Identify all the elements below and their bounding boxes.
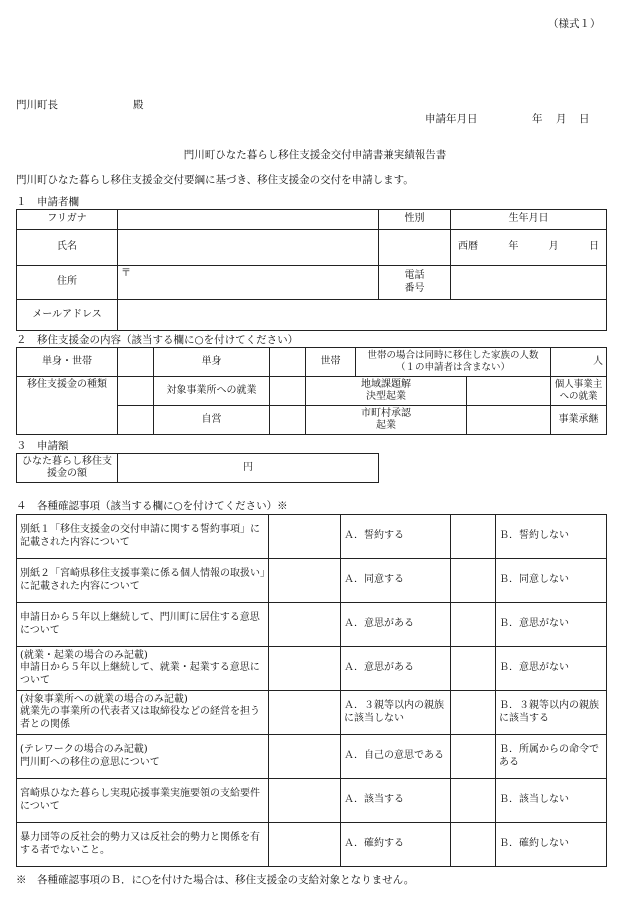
- email-label: メールアドレス: [17, 300, 118, 331]
- option-b-check[interactable]: [451, 559, 496, 603]
- option-b-check[interactable]: [451, 735, 496, 779]
- support-type-table: [16, 347, 607, 435]
- postal-mark: 〒: [121, 268, 131, 279]
- option-a-check[interactable]: [269, 823, 341, 867]
- option-a-check[interactable]: [269, 647, 341, 691]
- option-b-check[interactable]: [451, 603, 496, 647]
- single-household-label: 単身・世帯: [17, 348, 118, 377]
- sole-prop-label: 個人事業主への就業: [551, 377, 607, 406]
- confirmation-item: 宮崎県ひなた暮らし実現応援事業実施要領の支給要件について: [17, 779, 269, 823]
- option-b-label: Ｂ．意思がない: [496, 603, 607, 647]
- form-number: （様式１）: [548, 18, 601, 30]
- confirmation-table: [16, 514, 607, 867]
- date-year: 年: [532, 113, 543, 125]
- option-b-label: Ｂ．３親等以内の親族に該当する: [496, 691, 607, 735]
- employment-check[interactable]: [118, 377, 154, 406]
- household-check[interactable]: [270, 348, 306, 377]
- single-check[interactable]: [118, 348, 154, 377]
- option-a-check[interactable]: [269, 779, 341, 823]
- email-field[interactable]: [118, 300, 607, 331]
- confirmation-row: [17, 515, 607, 559]
- option-a-check[interactable]: [269, 559, 341, 603]
- name-field[interactable]: [118, 230, 379, 266]
- support-type-label: 移住支援金の種類: [17, 377, 118, 435]
- furigana-label: フリガナ: [17, 210, 118, 230]
- person-unit: 人: [593, 355, 604, 367]
- regional-label-text: 地域課題解決型起業: [361, 378, 411, 402]
- gender-field[interactable]: [379, 230, 451, 266]
- confirmation-item: 申請日から５年以上継続して、門川町に居住する意思について: [17, 603, 269, 647]
- regional-check[interactable]: [270, 377, 306, 406]
- family-count-field[interactable]: [551, 348, 607, 377]
- option-b-label: Ｂ．該当しない: [496, 779, 607, 823]
- confirmation-row: [17, 603, 607, 647]
- option-b-label: Ｂ．意思がない: [496, 647, 607, 691]
- phone-field[interactable]: [451, 266, 607, 300]
- amount-table: [16, 453, 379, 483]
- single-label: 単身: [154, 348, 270, 377]
- option-a-label: Ａ．同意する: [341, 559, 451, 603]
- employment-label: 対象事業所への就業: [154, 377, 270, 406]
- applicant-table: [16, 209, 607, 331]
- addressee-honorific: 殿: [133, 99, 144, 111]
- option-a-label: Ａ．意思がある: [341, 603, 451, 647]
- dob-era: 西暦: [458, 241, 478, 253]
- date-month: 月: [556, 113, 567, 125]
- amount-unit: 円: [243, 461, 253, 473]
- furigana-field[interactable]: [118, 210, 379, 230]
- amount-field[interactable]: [118, 454, 379, 483]
- dob-label: 生年月日: [451, 210, 607, 230]
- succession-check[interactable]: [467, 406, 551, 435]
- municipal-check[interactable]: [270, 406, 306, 435]
- option-b-check[interactable]: [451, 779, 496, 823]
- dob-day: 日: [588, 241, 599, 253]
- option-a-check[interactable]: [269, 735, 341, 779]
- phone-label-text: 電話番号: [404, 270, 425, 294]
- option-a-label: Ａ．該当する: [341, 779, 451, 823]
- option-b-check[interactable]: [451, 647, 496, 691]
- document-title: 門川町ひなた暮らし移住支援金交付申請書兼実績報告書: [183, 149, 447, 161]
- household-label: 世帯: [306, 348, 356, 377]
- addressee-mayor: 門川町長: [16, 99, 58, 111]
- phone-label: [379, 266, 451, 300]
- dob-month: 月: [548, 241, 559, 253]
- footnote: ※ 各種確認事項のＢ．に○を付けた場合は、移住支援金の支給対象となりません。: [16, 874, 415, 886]
- name-label: 氏名: [17, 230, 118, 266]
- option-b-check[interactable]: [451, 515, 496, 559]
- address-label: 住所: [17, 266, 118, 300]
- regional-label: [306, 377, 467, 406]
- amount-label: ひなた暮らし移住支援金の額: [17, 454, 118, 483]
- option-a-label: Ａ．３親等以内の親族に該当しない: [341, 691, 451, 735]
- confirmation-row: [17, 735, 607, 779]
- confirmation-row: [17, 691, 607, 735]
- confirmation-item: 別紙１「移住支援金の交付申請に関する誓約事項」に記載された内容について: [17, 515, 269, 559]
- sole-prop-check[interactable]: [467, 377, 551, 406]
- confirmation-item: (テレワークの場合のみ記載) 門川町への移住の意思について: [17, 735, 269, 779]
- confirmation-row: [17, 559, 607, 603]
- option-a-check[interactable]: [269, 603, 341, 647]
- section4-heading: ４ 各種確認事項（該当する欄に○を付けてください）※: [16, 500, 288, 512]
- family-count-note: 世帯の場合は同時に移住した家族の人数（１の申請者は含まない）: [356, 348, 551, 377]
- confirmation-row: [17, 779, 607, 823]
- section2-heading: ２ 移住支援金の内容（該当する欄に○を付けてください）: [16, 334, 299, 346]
- option-b-check[interactable]: [451, 823, 496, 867]
- confirmation-row: [17, 823, 607, 867]
- confirmation-item: (対象事業所への就業の場合のみ記載) 就業先の事業所の代表者又は取締役などの経営を担う者との関係: [17, 691, 269, 735]
- self-employed-label: 自営: [154, 406, 270, 435]
- option-a-label: Ａ．意思がある: [341, 647, 451, 691]
- address-field[interactable]: [118, 266, 379, 300]
- section3-heading: ３ 申請額: [16, 440, 69, 452]
- option-b-label: Ｂ．同意しない: [496, 559, 607, 603]
- option-a-label: Ａ．誓約する: [341, 515, 451, 559]
- section1-heading: １ 申請者欄: [16, 196, 79, 208]
- option-b-label: Ｂ．誓約しない: [496, 515, 607, 559]
- intro-text: 門川町ひなた暮らし移住支援金交付要綱に基づき、移住支援金の交付を申請します。: [16, 174, 414, 186]
- date-label: 申請年月日: [425, 113, 478, 125]
- confirmation-item: (就業・起業の場合のみ記載) 申請日から５年以上継続して、就業・起業する意思について: [17, 647, 269, 691]
- gender-label: 性別: [379, 210, 451, 230]
- municipal-label-text: 市町村承認起業: [361, 407, 411, 431]
- option-b-label: Ｂ．所属からの命令である: [496, 735, 607, 779]
- option-b-label: Ｂ．確約しない: [496, 823, 607, 867]
- dob-year: 年: [508, 241, 519, 253]
- option-b-check[interactable]: [451, 691, 496, 735]
- dob-field[interactable]: [451, 230, 607, 266]
- option-a-check[interactable]: [269, 515, 341, 559]
- option-a-check[interactable]: [269, 691, 341, 735]
- succession-label: 事業承継: [551, 406, 607, 435]
- option-a-label: Ａ．確約する: [341, 823, 451, 867]
- municipal-label: [306, 406, 467, 435]
- confirmation-item: 暴力団等の反社会的勢力又は反社会的勢力と関係を有する者でないこと。: [17, 823, 269, 867]
- confirmation-row: [17, 647, 607, 691]
- option-a-label: Ａ．自己の意思である: [341, 735, 451, 779]
- self-employed-check[interactable]: [118, 406, 154, 435]
- date-day: 日: [579, 113, 590, 125]
- confirmation-item: 別紙２「宮崎県移住支援事業に係る個人情報の取扱い」に記載された内容について: [17, 559, 269, 603]
